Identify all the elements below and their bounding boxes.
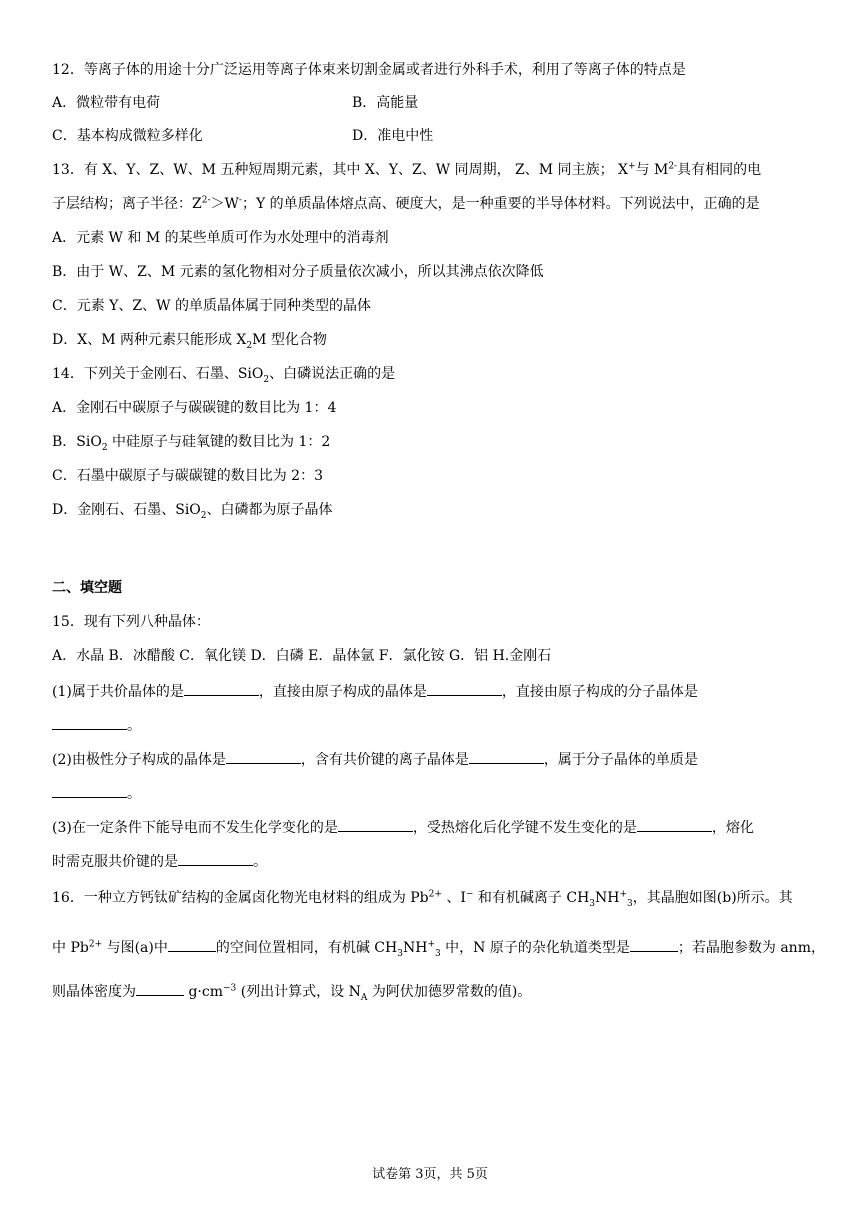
answer-blank[interactable] — [338, 816, 413, 832]
answer-blank[interactable] — [168, 936, 216, 952]
answer-blank[interactable] — [52, 714, 127, 730]
q13-option-a: A．元素 W 和 M 的某些单质可作为水处理中的消毒剂 — [52, 230, 389, 246]
q14-option-d: D．金刚石、石墨、SiO$_2$、白磷都为原子晶体 — [52, 502, 333, 521]
q16-line1: 16．一种立方钙钛矿结构的金属卤化物光电材料的组成为 $Pb^{2+}$ 、I− 和有机碱离子 $CH_3NH^+_3$，其晶胞如图(b)所示。其 — [52, 889, 793, 909]
answer-blank[interactable] — [52, 782, 127, 798]
q13-stem-line1: 13．有 X、Y、Z、W、M 五种短周期元素，其中 X、Y、Z、W 同周期， Z、M 同主族； X+与 $M^{2-}$具有相同的电 — [52, 161, 762, 178]
q15-part3-cont: 时需克服共价键的是 。 — [52, 850, 267, 872]
q14-option-a: A．金刚石中碳原子与碳碳键的数目比为 1：4 — [52, 400, 337, 416]
answer-blank[interactable] — [637, 816, 712, 832]
answer-blank[interactable] — [136, 980, 184, 996]
q12-stem: 12．等离子体的用途十分广泛运用等离子体束来切割金属或者进行外科手术，利用了等离子体的特点是 — [52, 62, 686, 78]
answer-blank[interactable] — [469, 748, 544, 764]
q15-part1: (1)属于共价晶体的是 ，直接由原子构成的晶体是 ，直接由原子构成的分子晶体是 — [52, 680, 698, 702]
q12-option-a: A．微粒带有电荷 — [52, 95, 161, 111]
answer-blank[interactable] — [630, 936, 678, 952]
q12-option-c: C．基本构成微粒多样化 — [52, 128, 203, 144]
q13-option-b: B．由于 W、Z、M 元素的氢化物相对分子质量依次减小，所以其沸点依次降低 — [52, 264, 544, 280]
answer-blank[interactable] — [427, 680, 502, 696]
q15-crystal-list: A．水晶 B．冰醋酸 C．氧化镁 D．白磷 E．晶体氩 F．氯化铵 G．铝 H.金刚石 — [52, 648, 552, 664]
answer-blank[interactable] — [184, 680, 259, 696]
answer-blank[interactable] — [178, 850, 253, 866]
q13-stem-line2: 子层结构；离子半径：$Z^{2-}>W^-$；Y 的单质晶体熔点高、硬度大，是一种重要的半导体材料。下列说法中，正确的是 — [52, 195, 760, 212]
q12-option-d: D．准电中性 — [352, 128, 434, 144]
q16-line2: 中 $Pb^{2+}$ 与图(a)中 的空间位置相同，有机碱 $CH_3NH^+_3$ 中，N 原子的杂化轨道类型是 ；若晶胞参数为 anm， — [52, 936, 825, 958]
q12-option-b: B．高能量 — [352, 95, 419, 111]
q15-part3: (3)在一定条件下能导电而不发生化学变化的是 ，受热熔化后化学键不发生变化的是 ，熔化 — [52, 816, 754, 838]
q14-option-c: C．石墨中碳原子与碳碳键的数目比为 2：3 — [52, 468, 323, 484]
q15-stem: 15．现有下列八种晶体： — [52, 614, 210, 630]
answer-blank[interactable] — [226, 748, 301, 764]
q16-line3: 则晶体密度为 $g\cdot cm^{-3}$ (列出计算式，设 $N_A$ 为阿伏加德罗常数的值)。 — [52, 980, 531, 1002]
q14-stem: 14．下列关于金刚石、石墨、SiO$_2$、白磷说法正确的是 — [52, 366, 396, 385]
page-footer: 试卷第 3页，共 5页 — [372, 1167, 488, 1182]
q15-part2-cont: 。 — [52, 782, 141, 804]
q13-option-d: D．X、M 两种元素只能形成 $X_2M$ 型化合物 — [52, 332, 327, 351]
q15-part2: (2)由极性分子构成的晶体是 ，含有共价键的离子晶体是 ，属于分子晶体的单质是 — [52, 748, 698, 770]
section-title: 二、填空题 — [52, 580, 122, 596]
q15-part1-cont: 。 — [52, 714, 141, 736]
q13-option-c: C．元素 Y、Z、W 的单质晶体属于同种类型的晶体 — [52, 298, 371, 314]
q14-option-b: B．SiO$_2$ 中硅原子与硅氧键的数目比为 1：2 — [52, 434, 331, 453]
